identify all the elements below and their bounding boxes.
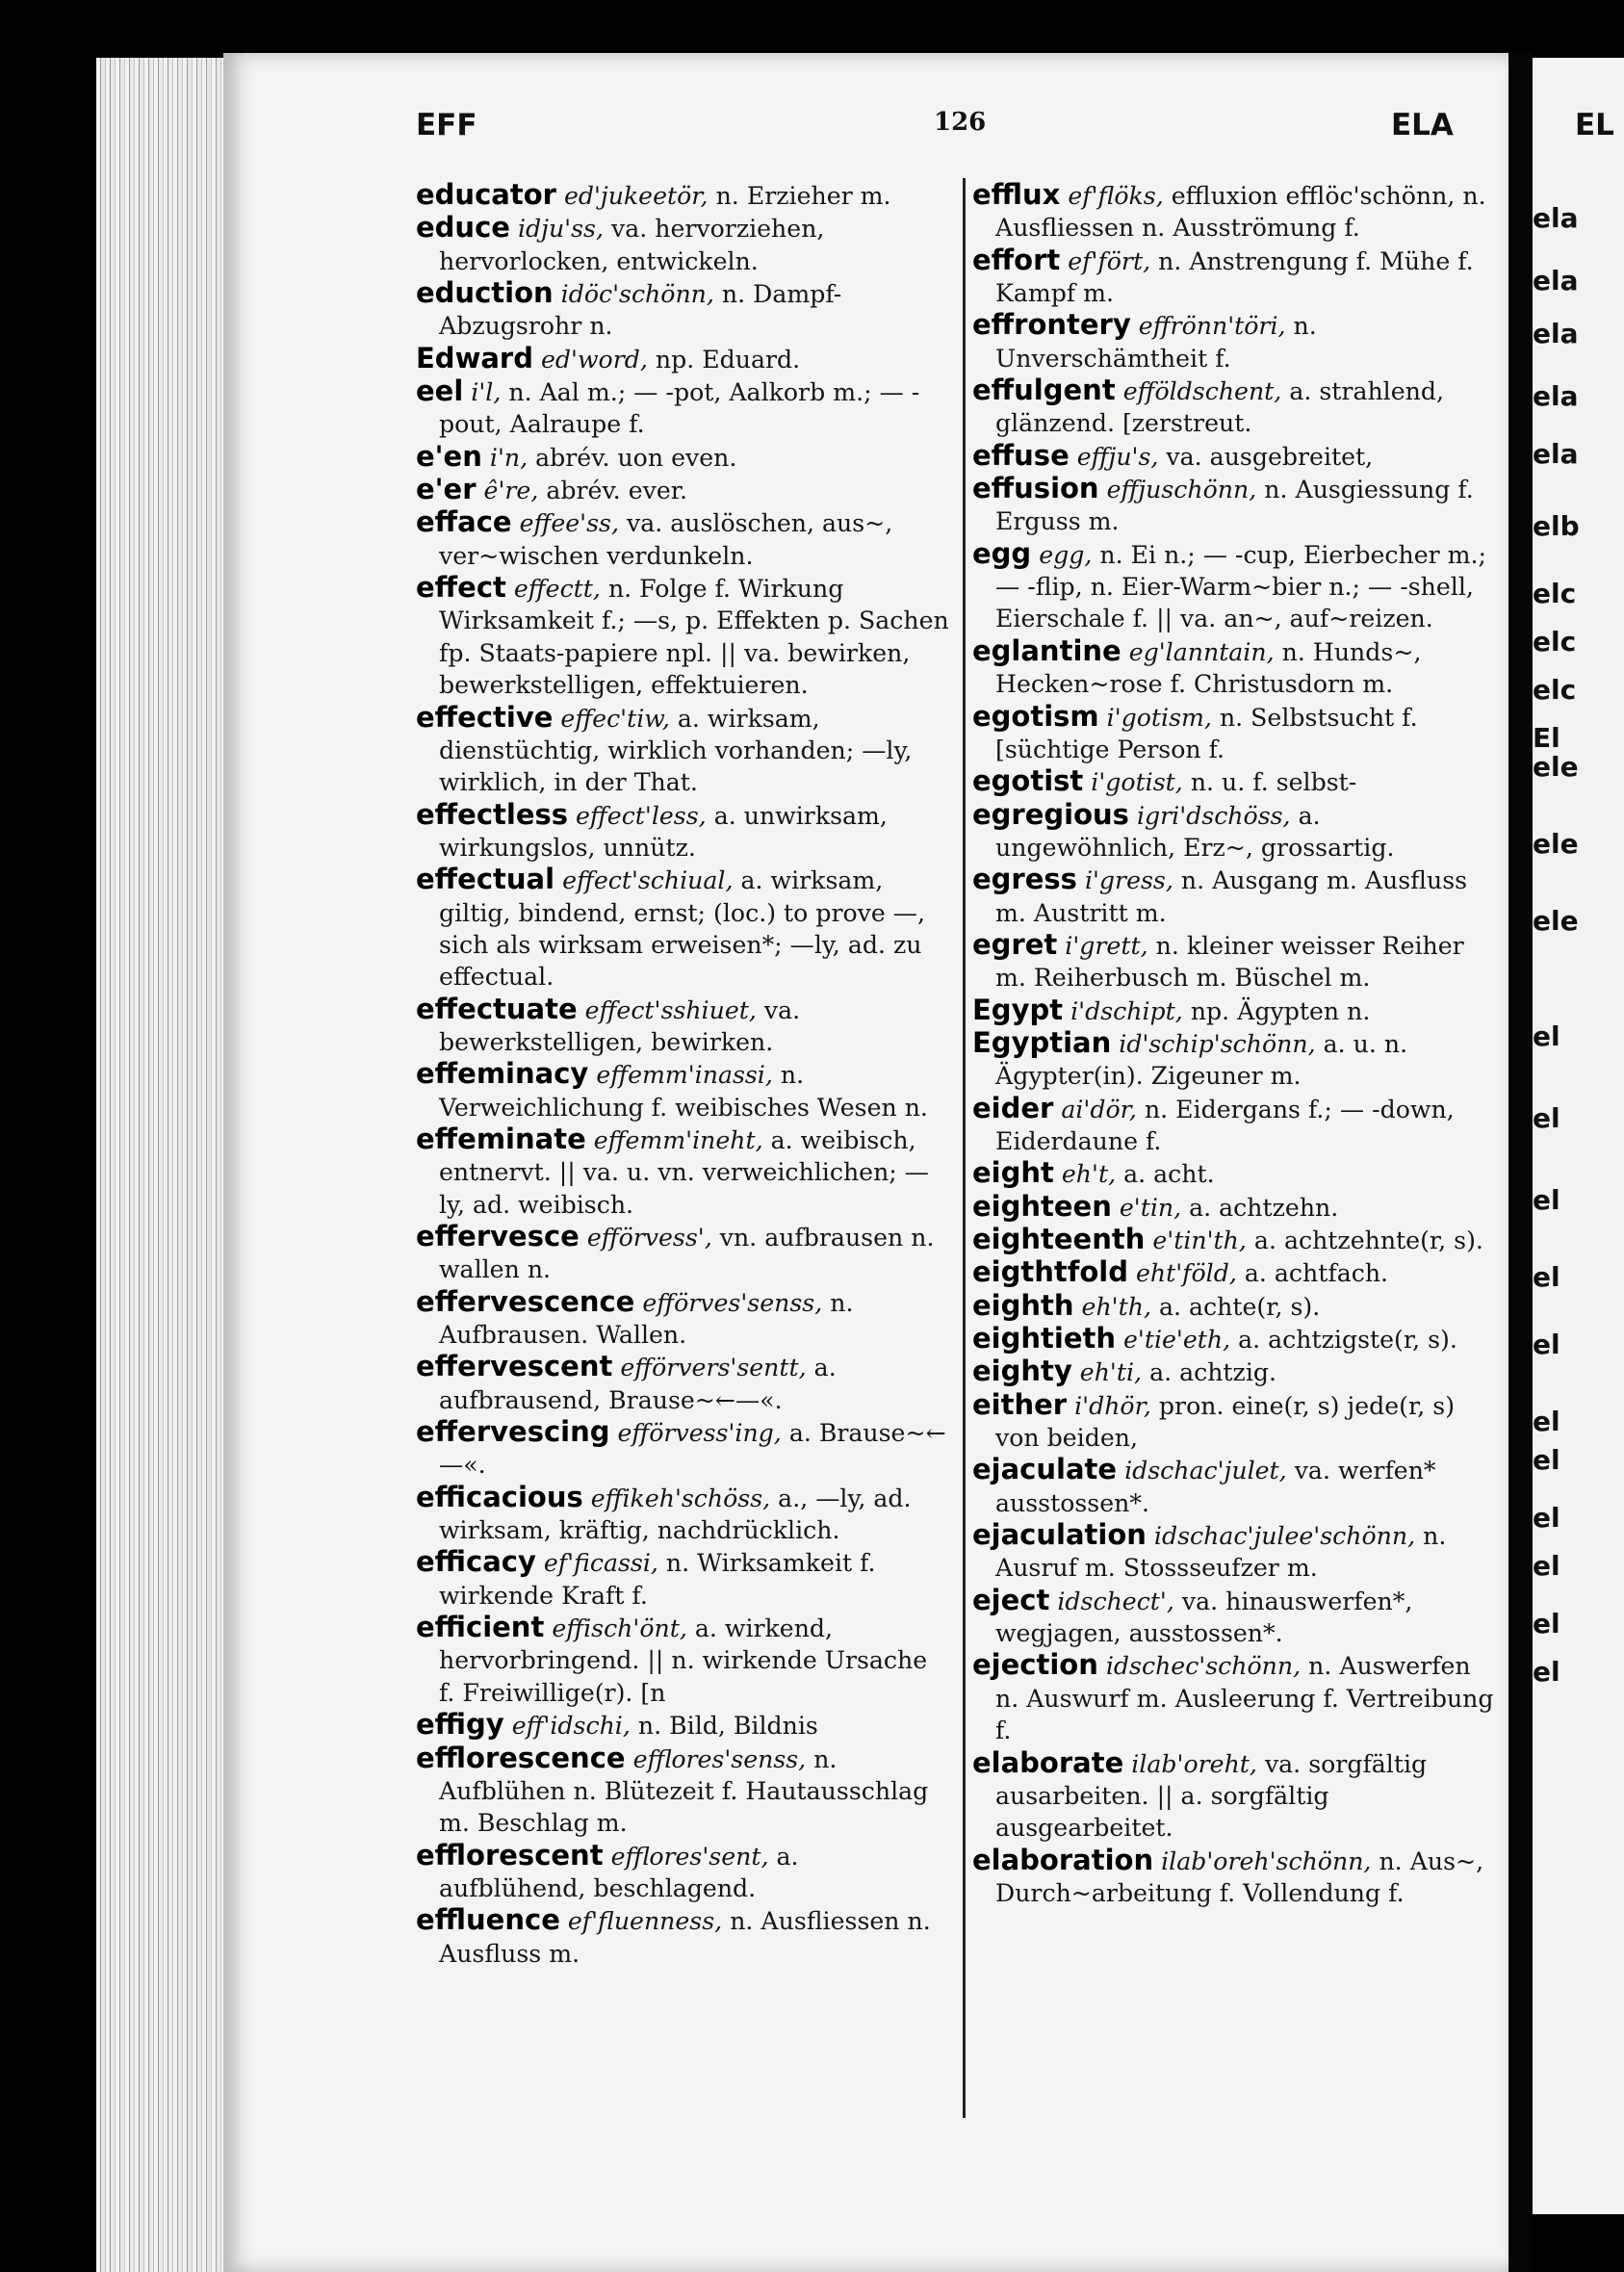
next-page-fragment: ela [1533,318,1579,349]
entry-pronunciation: ef'ficassi, [543,1549,658,1578]
entry-pronunciation: effect'sshiuet, [584,995,757,1024]
entry-pronunciation: efflores'sent, [610,1842,769,1871]
entry-pronunciation: i'gress, [1084,866,1173,895]
entry-definition: n. Wirksamkeit f. wirkende Kraft f. [439,1549,876,1610]
entry-definition: n. Ausgang m. Ausfluss m. Austritt m. [995,866,1468,927]
entry-headword: effectual [416,863,555,896]
dictionary-entry [416,1416,950,1482]
entry-headword: e'en [416,439,482,473]
dictionary-entry [416,212,950,277]
dictionary-entry [416,1709,950,1742]
dictionary-entry [972,1224,1500,1256]
dictionary-entry [416,343,950,375]
entry-headword: efficacious [416,1480,583,1513]
dictionary-entry [972,765,1500,798]
entry-definition: n. u. f. selbst- [1190,768,1357,797]
entry-headword: effervesce [416,1220,580,1252]
entry-pronunciation: efförvers'sentt, [620,1354,807,1382]
entry-headword: eglantine [972,633,1121,667]
entry-definition: n. Ausfliessen n. Ausfluss m. [439,1907,931,1968]
entry-pronunciation: eh'th, [1081,1292,1151,1321]
entry-definition: n. Aal m.; — -pot, Aalkorb m.; — -pout, Aalraupe f. [439,378,920,439]
entry-pronunciation: i'l, [471,378,502,407]
entry-pronunciation: i'dschipt, [1070,996,1183,1025]
entry-definition: a. wirksam, giltig, bindend, ernst; (loc.) to prove —, sich als wirksam erweisen*; —ly, ad. zu effectual. [439,866,925,992]
entry-pronunciation: ilab'oreht, [1131,1749,1257,1778]
dictionary-entry [416,1840,950,1905]
entry-headword: eighty [972,1355,1072,1388]
entry-definition: a. strahlend, glänzend. [zerstreut. [995,377,1444,438]
entry-definition: n. Anstrengung f. Mühe f. Kampf m. [995,246,1474,308]
entry-headword: effervescing [416,1415,610,1449]
entry-pronunciation: effjuschönn, [1106,476,1257,504]
dictionary-entry [416,441,950,474]
page-number: 126 [934,108,987,137]
entry-headword: ejaculation [972,1518,1147,1552]
entry-definition: va. hervorziehen, hervorlocken, entwickeln. [439,215,825,275]
entry-definition: a. wirkend, hervorbringend. || n. wirkende Ursache f. Freiwillige(r). [n [439,1614,928,1707]
dictionary-entry [972,309,1500,374]
entry-headword: either [972,1387,1068,1421]
next-page-fragment: el [1533,1444,1560,1476]
entry-headword: effectuate [416,992,578,1025]
entry-headword: effectless [416,797,569,831]
next-page-fragment: el [1533,1656,1560,1688]
entry-headword: egotism [972,699,1099,733]
next-page-fragment: El [1533,722,1560,754]
entry-headword: efficient [416,1611,545,1644]
entry-headword: eigthtfold [972,1255,1128,1289]
dictionary-entry [972,1323,1500,1355]
entry-headword: efface [416,505,512,539]
entry-pronunciation: effect'schiual, [562,866,734,895]
entry-headword: educator [416,178,556,211]
entry-headword: efflorescence [416,1741,626,1774]
entry-pronunciation: efföldschent, [1122,377,1282,406]
entry-definition: n. Aufblühen n. Blütezeit f. Hautausschlag m. Beschlag m. [439,1744,929,1838]
entry-pronunciation: ef'fört, [1068,246,1151,275]
entry-definition: n. Ausruf m. Stossseufzer m. [995,1522,1447,1583]
entry-pronunciation: effee'ss, [519,509,619,538]
entry-headword: ejection [972,1648,1098,1682]
entry-definition: pron. eine(r, s) jede(r, s) von beiden, [995,1391,1456,1453]
entry-pronunciation: e'tin'th, [1152,1226,1247,1254]
entry-definition: n. Aufbrausen. Wallen. [439,1288,854,1350]
entry-headword: Egyptian [972,1025,1112,1059]
entry-pronunciation: i'gotism, [1106,703,1212,732]
entry-definition: va. hinauswerfen*, wegjagen, ausstossen*. [995,1587,1413,1648]
entry-pronunciation: ed'jukeetör, [563,182,709,210]
entry-definition: a. achte(r, s). [1158,1292,1321,1321]
dictionary-entry [972,1157,1500,1190]
entry-definition: n. Folge f. Wirkung Wirksamkeit f.; —s, p. Effekten p. Sachen fp. Staats-papiere npl. || va. bewirken, bewerkstelligen, effektuieren. [439,575,949,700]
entry-pronunciation: egg, [1039,540,1093,569]
dictionary-entry [416,1351,950,1416]
entry-definition: a. achtfach. [1244,1259,1389,1288]
entry-headword: eighth [972,1288,1074,1322]
entry-pronunciation: effikeh'schöss, [590,1484,771,1512]
dictionary-entry [972,701,1500,766]
entry-pronunciation: igri'dschöss, [1136,801,1291,830]
dictionary-entry [972,1355,1500,1388]
dictionary-entry [972,1389,1500,1455]
next-page-fragment: ela [1533,265,1579,297]
left-guide-word: EFF [416,108,477,142]
dictionary-entry [972,1256,1500,1289]
dictionary-entry [416,179,950,212]
entry-definition: a. aufbrausend, Brause~←—«. [439,1354,837,1414]
entry-headword: effort [972,243,1061,276]
dictionary-entry [972,179,1500,245]
next-page-fragment: el [1533,1502,1560,1534]
entry-pronunciation: idschac'julet, [1124,1457,1287,1485]
entry-definition: n. Ei n.; — -cup, Eierbecher m.; — -flip, n. Eier-Warm~bier n.; — -shell, Eierschale f. || va. an~, auf~reizen. [995,540,1487,633]
entry-headword: egregious [972,797,1129,831]
entry-pronunciation: ilab'oreh'schönn, [1161,1846,1372,1875]
entry-headword: eider [972,1091,1054,1124]
next-page-fragment: ele [1533,751,1579,783]
entry-definition: a. acht. [1123,1160,1215,1189]
entry-pronunciation: ef'fluenness, [567,1907,723,1936]
dictionary-entry [416,375,950,441]
entry-headword: elaborate [972,1745,1124,1779]
next-page-fragment: el [1533,1020,1560,1052]
entry-definition: n. kleiner weisser Reiher m. Reiherbusch m. Büschel m. [995,931,1464,993]
entry-headword: effrontery [972,308,1131,342]
entry-definition: n. Unverschämtheit f. [995,312,1317,373]
entry-pronunciation: e'tin, [1119,1193,1182,1222]
entry-headword: eighteen [972,1189,1112,1223]
entry-pronunciation: ef'flöks, [1068,182,1164,210]
entry-headword: educe [416,211,510,245]
entry-pronunciation: ai'dör, [1061,1095,1137,1123]
entry-headword: eel [416,374,464,408]
entry-headword: eduction [416,276,554,310]
entry-headword: effigy [416,1708,504,1742]
entry-definition: a. weibisch, entnervt. || va. u. vn. verweichlichen; —ly, ad. weibisch. [439,1125,929,1219]
dictionary-entry [972,799,1500,865]
entry-definition: a. achtzehnte(r, s). [1253,1226,1483,1254]
dictionary-entry [972,1093,1500,1158]
right-column [972,179,1500,1909]
entry-definition: n. Selbstsucht f. [süchtige Person f. [995,703,1418,763]
next-page-fragment: elb [1533,510,1580,542]
entry-pronunciation: ê're, [483,477,539,505]
dictionary-entry [416,1123,950,1221]
entry-pronunciation: eh't, [1061,1160,1117,1189]
entry-headword: effuse [972,438,1070,472]
entry-definition: n. Ausgiessung f. Erguss m. [995,476,1474,536]
dictionary-entry [416,1546,950,1612]
dictionary-entry [972,473,1500,538]
dictionary-entry [972,1191,1500,1224]
entry-definition: n. Eidergans f.; — -down, Eiderdaune f. [995,1095,1455,1155]
book-spine [96,58,231,2272]
entry-definition: va. bewerkstelligen, bewirken. [439,995,801,1056]
dictionary-entry [972,1845,1500,1910]
dictionary-entry [972,374,1500,440]
dictionary-entry [416,1221,950,1286]
entry-headword: efficacy [416,1545,536,1579]
entry-pronunciation: eff'idschi, [511,1712,631,1741]
next-page-fragment: el [1533,1102,1560,1134]
dictionary-entry [416,1743,950,1840]
entry-definition: abrév. ever. [546,477,688,505]
right-guide-word: ELA [1391,108,1454,142]
entry-definition: vn. aufbrausen n. wallen n. [439,1224,935,1284]
entry-pronunciation: eh'ti, [1079,1358,1143,1387]
entry-definition: n. Dampf-Abzugsrohr n. [439,280,842,341]
dictionary-entry [972,994,1500,1027]
entry-headword: e'er [416,473,477,506]
dictionary-entry [972,1519,1500,1585]
entry-definition: a. aufblühend, beschlagend. [439,1842,799,1902]
next-page-fragment: ela [1533,202,1579,234]
entry-pronunciation: ed'word, [541,345,648,374]
dictionary-entry [972,1747,1500,1845]
entry-headword: effervescence [416,1284,635,1318]
entry-pronunciation: idschec'schönn, [1105,1652,1302,1681]
dictionary-entry [416,506,950,572]
page-gutter [1508,53,1533,2272]
entry-pronunciation: efförves'senss, [642,1288,823,1317]
entry-pronunciation: idöc'schönn, [560,280,714,309]
entry-headword: effect [416,571,506,605]
next-page-fragment: ela [1533,380,1579,412]
entry-pronunciation: e'tie'eth, [1123,1326,1231,1355]
entry-pronunciation: effec'tiw, [560,704,670,733]
dictionary-entry [416,799,950,865]
entry-pronunciation: i'grett, [1065,931,1148,960]
entry-headword: effusion [972,472,1099,505]
dictionary-entry [972,538,1500,635]
entry-definition: va. auslöschen, aus~, ver~wischen verdunkeln. [439,509,893,570]
entry-pronunciation: effemm'ineht, [593,1125,763,1154]
column-divider [963,178,966,2118]
entry-definition: n. Auswerfen n. Auswurf m. Ausleerung f. Vertreibung f. [995,1652,1494,1745]
dictionary-entry [416,1904,950,1970]
next-page-fragment: el [1533,1608,1560,1639]
dictionary-entry [416,864,950,993]
entry-headword: egress [972,863,1077,896]
entry-pronunciation: effrönn'töri, [1138,312,1286,341]
entry-definition: n. Hunds~, Hecken~rose f. Christusdorn m. [995,637,1422,699]
entry-headword: efflux [972,178,1061,211]
entry-definition: va. sorgfältig ausarbeiten. || a. sorgfältig ausgearbeitet. [995,1749,1428,1843]
next-page-fragment: ele [1533,905,1579,937]
entry-definition: abrév. uon even. [535,443,737,472]
entry-definition: n. Erzieher m. [715,182,891,210]
entry-headword: Egypt [972,993,1064,1026]
entry-definition: n. Aus~, Durch~arbeitung f. Vollendung f. [995,1846,1484,1907]
next-page-fragment: el [1533,1406,1560,1437]
dictionary-entry [416,474,950,506]
entry-headword: eighteenth [972,1223,1146,1255]
next-page-edge [1533,58,1624,2214]
entry-definition: a. unwirksam, wirkungslos, unnütz. [439,801,888,862]
next-page-fragment: el [1533,1329,1560,1360]
entry-pronunciation: idschect', [1057,1587,1174,1615]
next-page-fragment: ele [1533,828,1579,860]
dictionary-entry [416,1286,950,1352]
entry-definition: a. u. n. Ägypter(in). Zigeuner m. [995,1029,1408,1091]
entry-definition: np. Eduard. [655,345,801,374]
entry-definition: effluxion efflöc'schönn, n. Ausfliessen n. Ausströmung f. [995,182,1486,243]
next-page-fragment: elc [1533,626,1577,658]
entry-definition: a. wirksam, dienstüchtig, wirklich vorhanden; —ly, wirklich, in der That. [439,704,913,797]
entry-definition: va. ausgebreitet, [1166,442,1374,471]
dictionary-entry [972,1454,1500,1519]
entry-headword: effulgent [972,374,1116,407]
entry-headword: effeminate [416,1122,586,1155]
dictionary-entry [416,1612,950,1709]
dictionary-entry [972,1290,1500,1323]
next-page-fragment: elc [1533,674,1577,706]
left-column [416,179,950,1970]
next-page-fragment: el [1533,1550,1560,1582]
dictionary-entry [972,1649,1500,1746]
dictionary-entry [416,1058,950,1123]
entry-headword: effervescent [416,1350,613,1383]
entry-definition: a. achtzig. [1149,1358,1277,1387]
entry-definition: va. werfen* ausstossen*. [995,1457,1436,1517]
entry-definition: a. Brause~←—«. [439,1419,946,1480]
entry-pronunciation: effisch'önt, [552,1614,687,1643]
entry-definition: n. Verweichlichung f. weibisches Wesen n. [439,1061,928,1122]
entry-definition: n. Bild, Bildnis [637,1712,818,1741]
entry-pronunciation: id'schip'schönn, [1119,1029,1316,1058]
entry-pronunciation: effectt, [513,575,601,604]
next-page-fragment: elc [1533,578,1577,609]
dictionary-entry [972,929,1500,994]
entry-headword: effluence [416,1903,560,1937]
entry-headword: ejaculate [972,1453,1118,1486]
entry-pronunciation: effect'less, [576,801,707,830]
entry-headword: egg [972,536,1032,570]
dictionary-entry [972,1027,1500,1093]
next-page-fragment: el [1533,1261,1560,1293]
entry-headword: egret [972,927,1058,961]
entry-headword: eight [972,1156,1054,1190]
entry-pronunciation: i'n, [489,443,528,472]
entry-headword: eightieth [972,1322,1116,1355]
entry-definition: a. achtzehn. [1189,1193,1339,1222]
dictionary-entry [972,440,1500,473]
entry-definition: np. Ägypten n. [1190,996,1371,1025]
entry-headword: efflorescent [416,1838,604,1872]
next-page-guide-word: EL [1575,108,1614,142]
entry-headword: effeminacy [416,1057,589,1091]
next-page-fragment: el [1533,1184,1560,1216]
entry-definition: a. achtzigste(r, s). [1238,1326,1457,1355]
dictionary-entry [972,1585,1500,1650]
entry-pronunciation: efflores'senss, [632,1744,807,1773]
entry-headword: effective [416,700,554,734]
entry-pronunciation: efförvess'ing, [617,1419,782,1448]
entry-pronunciation: idju'ss, [517,215,604,244]
dictionary-entry [416,277,950,343]
entry-pronunciation: idschac'julee'schönn, [1153,1522,1416,1551]
dictionary-entry [972,245,1500,310]
entry-pronunciation: efförvess', [586,1224,712,1252]
dictionary-entry [972,635,1500,701]
dictionary-entry [416,572,950,701]
entry-pronunciation: eg'lanntain, [1128,637,1275,666]
entry-pronunciation: eht'föld, [1136,1259,1237,1288]
dictionary-entry [416,702,950,799]
entry-headword: egotist [972,764,1084,798]
dictionary-entry [416,1482,950,1547]
entry-headword: elaboration [972,1843,1154,1876]
entry-definition: a. ungewöhnlich, Erz~, grossartig. [995,801,1395,862]
next-page-fragment: ela [1533,438,1579,470]
entry-pronunciation: effju's, [1076,442,1159,471]
entry-definition: a., —ly, ad. wirksam, kräftig, nachdrücklich. [439,1484,912,1545]
entry-pronunciation: i'gotist, [1091,768,1183,797]
entry-headword: Edward [416,341,533,374]
entry-pronunciation: i'dhör, [1074,1391,1151,1420]
dictionary-entry [416,994,950,1059]
dictionary-entry [972,864,1500,929]
entry-headword: eject [972,1583,1050,1616]
entry-pronunciation: effemm'inassi, [596,1061,773,1090]
